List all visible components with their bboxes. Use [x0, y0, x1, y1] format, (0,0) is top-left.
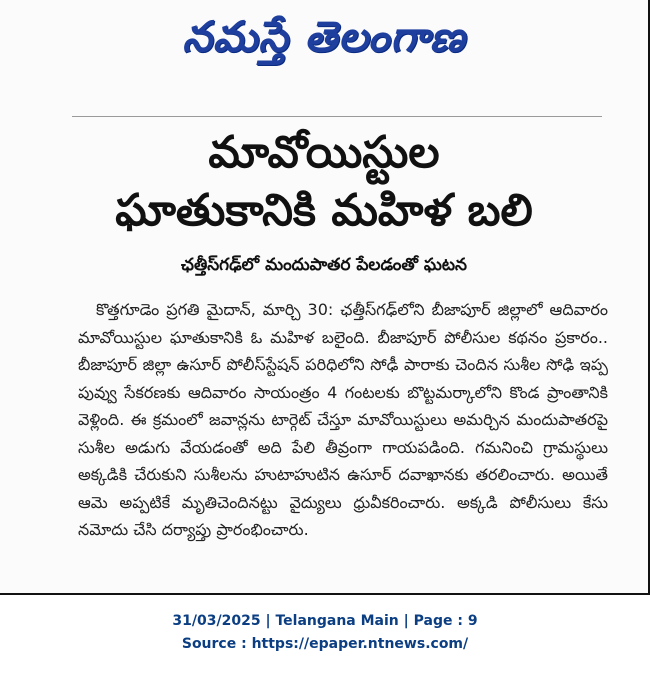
article-subheadline: ఛత్తీస్‌గఢ్‌లో మందుపాతర పేలడంతో ఘటన: [181, 255, 467, 275]
footer-date: 31/03/2025: [172, 613, 261, 629]
footer-meta-line: [0, 610, 650, 633]
headline-line-1: మావోయిస్టుల: [208, 127, 440, 178]
footer-edition: Telangana Main: [275, 613, 399, 629]
masthead-divider: [72, 116, 602, 117]
article-headline: [40, 124, 608, 240]
footer-separator: |: [403, 613, 409, 629]
clipping-footer: [0, 610, 650, 656]
newspaper-masthead: నమస్తే తెలంగాణ: [182, 12, 466, 61]
article-paragraph: కొత్తగూడెం ప్రగతి మైదాన్, మార్చి 30: ఛత్తీస్‌గఢ్‌లోని బీజాపూర్ జిల్లాలో ఆదివారం మావోయిస్టుల ఘాతుకానికి ఓ మహిళ బలైంది. బీజాపూర్ పోలీసుల కథనం ప్రకారం.. బీజాపూర్ జిల్లా ఉసూర్ పోలీస్‌స్టేషన్ పరిధిలోని సోఢీ పారాకు చెందిన సుశీల సోఢి ఇప్ప పువ్వు సేకరణకు ఆదివారం సాయంత్రం 4 గంటలకు బొట్టమర్కాలోని కొండ ప్రాంతానికి వెళ్లింది. ఈ క్రమంలో జవాన్లను టార్గెట్ చేస్తూ మావోయిస్టులు అమర్చిన మందుపాతరపై సుశీల అడుగు వేయడంతో అది పేలి తీవ్రంగా గాయపడింది. గమనించి గ్రామస్థులు అక్కడికి చేరుకుని సుశీలను హుటాహుటిన ఉసూర్ దవాఖానకు తరలించారు. అయితే ఆమె అప్పటికే మృతిచెందినట్టు వైద్యులు ధ్రువీకరించారు. అక్కడి పోలీసులు కేసు నమోదు చేసి దర్యాప్తు ప్రారంభించారు.: [78, 300, 608, 539]
article-body: [78, 296, 608, 544]
headline-line-2: ఘాతుకానికి మహిళ బలి: [115, 185, 533, 236]
footer-page: Page : 9: [413, 613, 478, 629]
footer-source[interactable]: Source : https://epaper.ntnews.com/: [181, 636, 469, 652]
footer-separator: |: [265, 613, 271, 629]
